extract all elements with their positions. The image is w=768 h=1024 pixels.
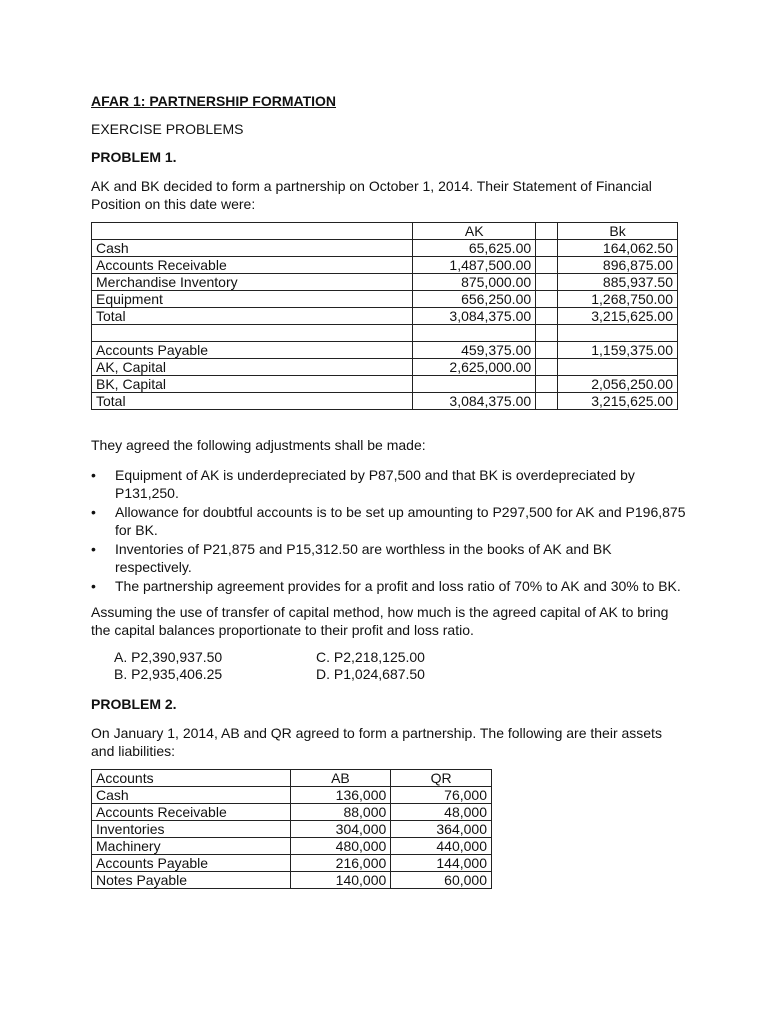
bullet-icon: • [91,504,96,520]
problem2-heading: PROBLEM 2. [91,696,177,712]
exercise-subtitle: EXERCISE PROBLEMS [91,121,244,137]
table-row-total [92,393,678,410]
spacer-cell [536,308,558,325]
problem1-heading: PROBLEM 1. [91,149,177,165]
ak-value [413,376,536,393]
ak-value: 3,084,375.00 [413,308,536,325]
row-label: AK, Capital [92,359,413,376]
problem2-intro-line1: On January 1, 2014, AB and QR agreed to form a partnership. The following are their assets [91,725,662,741]
ab-value: 140,000 [290,872,391,889]
table-row [92,257,678,274]
row-label: Accounts Payable [92,342,413,359]
qr-value: 60,000 [391,872,492,889]
table-row [92,274,678,291]
bk-value: 1,159,375.00 [558,342,678,359]
ak-value: 459,375.00 [413,342,536,359]
question-line2: the capital balances proportionate to their profit and loss ratio. [91,622,474,638]
table-row [92,787,492,804]
ab-value: 304,000 [290,821,391,838]
table-row [92,872,492,889]
bk-value: 3,215,625.00 [558,393,678,410]
row-label: Cash [92,240,413,257]
choice-b: B. P2,935,406.25 [114,666,223,682]
row-label: Accounts Receivable [92,257,413,274]
table-row [92,855,492,872]
qr-value: 440,000 [391,838,492,855]
row-label: Accounts Payable [92,855,291,872]
problem1-intro-line1: AK and BK decided to form a partnership on October 1, 2014. Their Statement of Financial [91,178,652,194]
bk-value [558,359,678,376]
ak-value: 875,000.00 [413,274,536,291]
spacer-cell [536,240,558,257]
bk-value: 885,937.50 [558,274,678,291]
header-accounts: Accounts [92,770,291,787]
row-label: Equipment [92,291,413,308]
ab-value: 216,000 [290,855,391,872]
table-row [92,342,678,359]
bullet-icon: • [91,467,96,483]
header-blank [92,223,413,240]
table-row [92,804,492,821]
row-label: Merchandise Inventory [92,274,413,291]
qr-value: 144,000 [391,855,492,872]
document-title: AFAR 1: PARTNERSHIP FORMATION [91,93,337,109]
adjustments-intro: They agreed the following adjustments shall be made: [91,437,426,453]
ak-value: 1,487,500.00 [413,257,536,274]
header-ab: AB [290,770,391,787]
qr-value: 76,000 [391,787,492,804]
choice-c: C. P2,218,125.00 [316,649,425,665]
table-blank-row [92,325,678,342]
problem1-intro [91,177,652,213]
row-label: Notes Payable [92,872,291,889]
problem2-intro [91,724,662,760]
ak-value: 3,084,375.00 [413,393,536,410]
row-label: Total [92,393,413,410]
spacer-cell [536,257,558,274]
qr-value: 364,000 [391,821,492,838]
spacer-cell [536,274,558,291]
bk-value: 164,062.50 [558,240,678,257]
bk-value: 896,875.00 [558,257,678,274]
list-item: • The partnership agreement provides for a profit and loss ratio of 70% to AK and 30% to BK. [91,578,681,594]
spacer-cell [536,393,558,410]
choice-d: D. P1,024,687.50 [316,666,425,682]
bullet-icon: • [91,541,96,557]
table-row [92,821,492,838]
table-row [92,376,678,393]
ab-value: 480,000 [290,838,391,855]
list-item: • Equipment of AK is underdepreciated by P87,500 and that BK is overdepreciated by P131,250. [91,467,635,501]
problem1-financial-table [91,222,678,410]
table-header-row [92,223,678,240]
table-row-total [92,308,678,325]
qr-value: 48,000 [391,804,492,821]
ak-value: 656,250.00 [413,291,536,308]
spacer-cell [536,376,558,393]
bullet-icon: • [91,578,96,594]
table-header-row [92,770,492,787]
row-label: BK, Capital [92,376,413,393]
list-item: • Inventories of P21,875 and P15,312.50 are worthless in the books of AK and BK respectively. [91,541,612,575]
adjustments-list [91,466,701,596]
table-row [92,359,678,376]
row-label: Total [92,308,413,325]
question-line1: Assuming the use of transfer of capital method, how much is the agreed capital of AK to bring [91,604,669,620]
spacer-cell [536,291,558,308]
problem1-question [91,603,668,639]
ab-value: 88,000 [290,804,391,821]
spacer-cell [536,223,558,240]
problem1-intro-line2: Position on this date were: [91,196,256,212]
table-row [92,240,678,257]
row-label: Inventories [92,821,291,838]
choice-a: A. P2,390,937.50 [114,649,223,665]
spacer-cell [536,342,558,359]
header-ak: AK [413,223,536,240]
bk-value: 2,056,250.00 [558,376,678,393]
table-row [92,838,492,855]
problem2-intro-line2: and liabilities: [91,743,176,759]
ak-value: 2,625,000.00 [413,359,536,376]
row-label: Accounts Receivable [92,804,291,821]
bk-value: 3,215,625.00 [558,308,678,325]
ab-value: 136,000 [290,787,391,804]
problem2-assets-table [91,769,492,889]
bk-value: 1,268,750.00 [558,291,678,308]
header-qr: QR [391,770,492,787]
spacer-cell [536,359,558,376]
list-item: • Allowance for doubtful accounts is to be set up amounting to P297,500 for AK and P196,875 for BK. [91,504,686,538]
table-row [92,291,678,308]
header-bk: Bk [558,223,678,240]
row-label: Machinery [92,838,291,855]
ak-value: 65,625.00 [413,240,536,257]
row-label: Cash [92,787,291,804]
